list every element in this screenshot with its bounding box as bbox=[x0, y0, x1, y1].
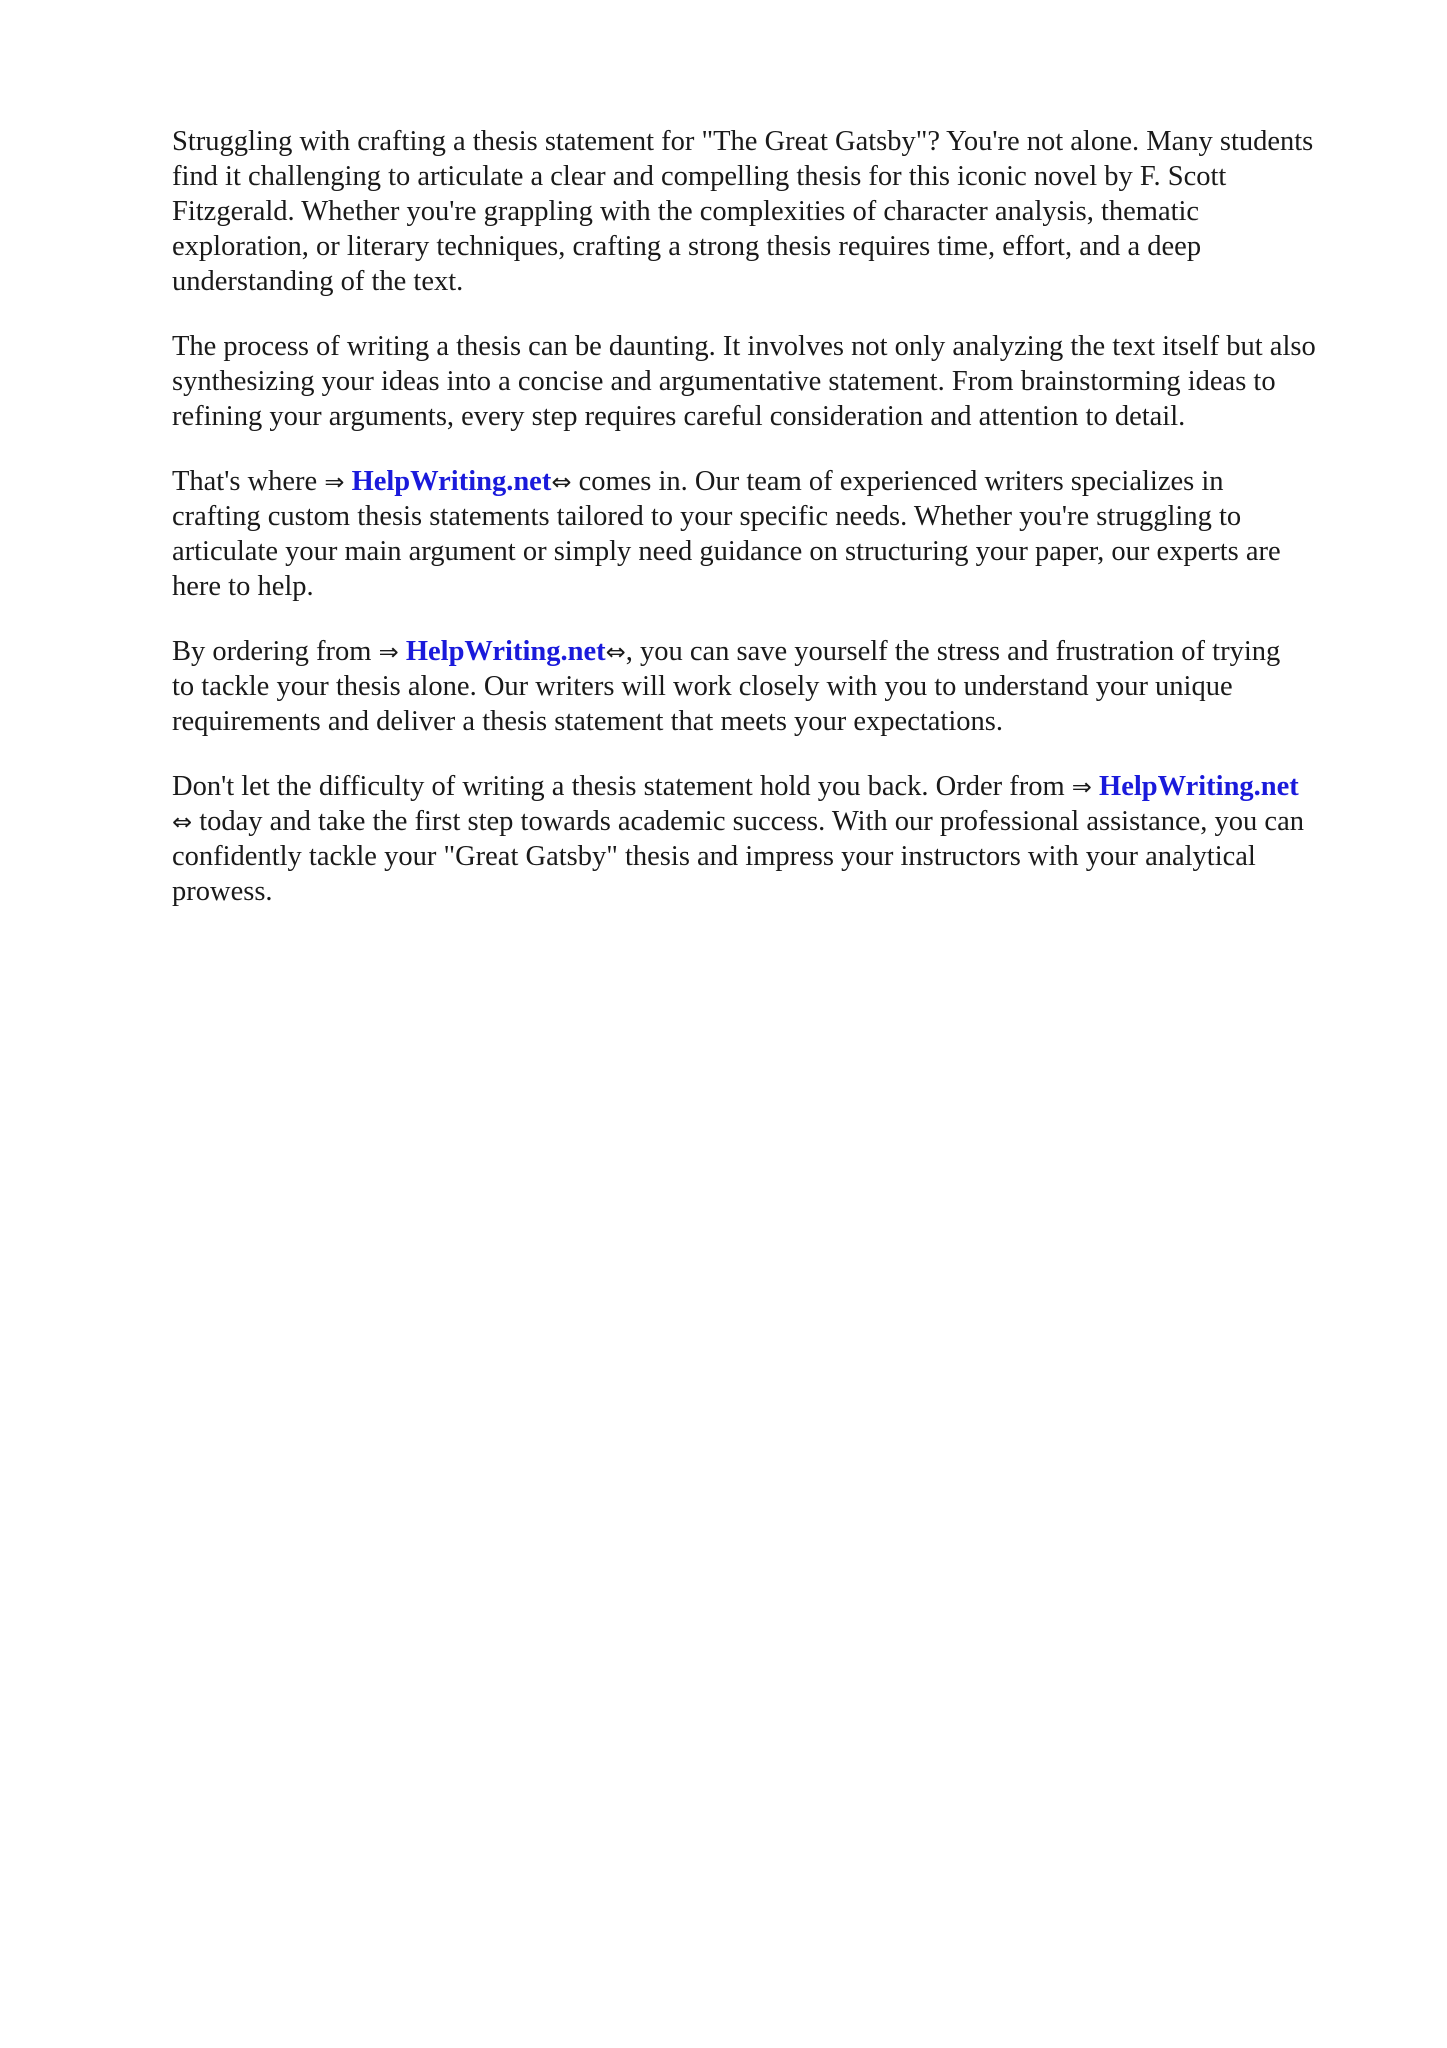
paragraph-ordering bbox=[172, 634, 1372, 739]
helpwriting-link[interactable]: HelpWriting.net bbox=[1099, 771, 1299, 802]
text-line: here to help. bbox=[172, 571, 314, 602]
text-line: to tackle your thesis alone. Our writers will work closely with you to understand your unique bbox=[172, 671, 1233, 702]
paragraph-intro bbox=[172, 124, 1372, 299]
text: today and take the first step towards academic success. With our professional assistance, you can bbox=[192, 806, 1304, 837]
text: By ordering from bbox=[172, 636, 379, 667]
helpwriting-link[interactable]: HelpWriting.net bbox=[351, 466, 552, 497]
text-line: prowess. bbox=[172, 876, 273, 907]
double-arrow-icon: ⇔ bbox=[605, 638, 626, 666]
text-line: understanding of the text. bbox=[172, 266, 464, 297]
text: That's where bbox=[172, 466, 325, 497]
text-line bbox=[172, 464, 1372, 499]
text-line: refining your arguments, every step requires careful consideration and attention to detail. bbox=[172, 401, 1186, 432]
paragraph-process bbox=[172, 329, 1372, 434]
text-line: The process of writing a thesis can be daunting. It involves not only analyzing the text itself but also bbox=[172, 331, 1316, 362]
text-line: exploration, or literary techniques, crafting a strong thesis requires time, effort, and a deep bbox=[172, 231, 1202, 262]
text-line bbox=[172, 804, 1372, 839]
document-body bbox=[172, 124, 1372, 939]
text-line bbox=[172, 634, 1372, 669]
double-arrow-icon: ⇔ bbox=[551, 468, 572, 496]
text-line: confidently tackle your "Great Gatsby" thesis and impress your instructors with your analytical bbox=[172, 841, 1256, 872]
text-line: articulate your main argument or simply need guidance on structuring your paper, our experts are bbox=[172, 536, 1281, 567]
paragraph-call-to-action bbox=[172, 769, 1372, 909]
text-line: synthesizing your ideas into a concise and argumentative statement. From brainstorming ideas to bbox=[172, 366, 1276, 397]
text: , you can save yourself the stress and frustration of trying bbox=[625, 636, 1281, 667]
paragraph-service bbox=[172, 464, 1372, 604]
text-line: Struggling with crafting a thesis statement for "The Great Gatsby"? You're not alone. Many students bbox=[172, 126, 1314, 157]
text-line: Fitzgerald. Whether you're grappling with the complexities of character analysis, thematic bbox=[172, 196, 1200, 227]
text: comes in. Our team of experienced writers specializes in bbox=[571, 466, 1224, 497]
helpwriting-link[interactable]: HelpWriting.net bbox=[405, 636, 606, 667]
text: Don't let the difficulty of writing a thesis statement hold you back. Order from bbox=[172, 771, 1072, 802]
text-line: requirements and deliver a thesis statement that meets your expectations. bbox=[172, 706, 1003, 737]
right-arrow-icon: ⇒ bbox=[378, 638, 399, 666]
text-line: find it challenging to articulate a clear and compelling thesis for this iconic novel by F. Scott bbox=[172, 161, 1227, 192]
right-arrow-icon: ⇒ bbox=[1071, 773, 1092, 801]
text-line: crafting custom thesis statements tailored to your specific needs. Whether you're struggling to bbox=[172, 501, 1242, 532]
double-arrow-icon: ⇔ bbox=[172, 808, 193, 836]
text-line bbox=[172, 769, 1372, 804]
right-arrow-icon: ⇒ bbox=[324, 468, 345, 496]
